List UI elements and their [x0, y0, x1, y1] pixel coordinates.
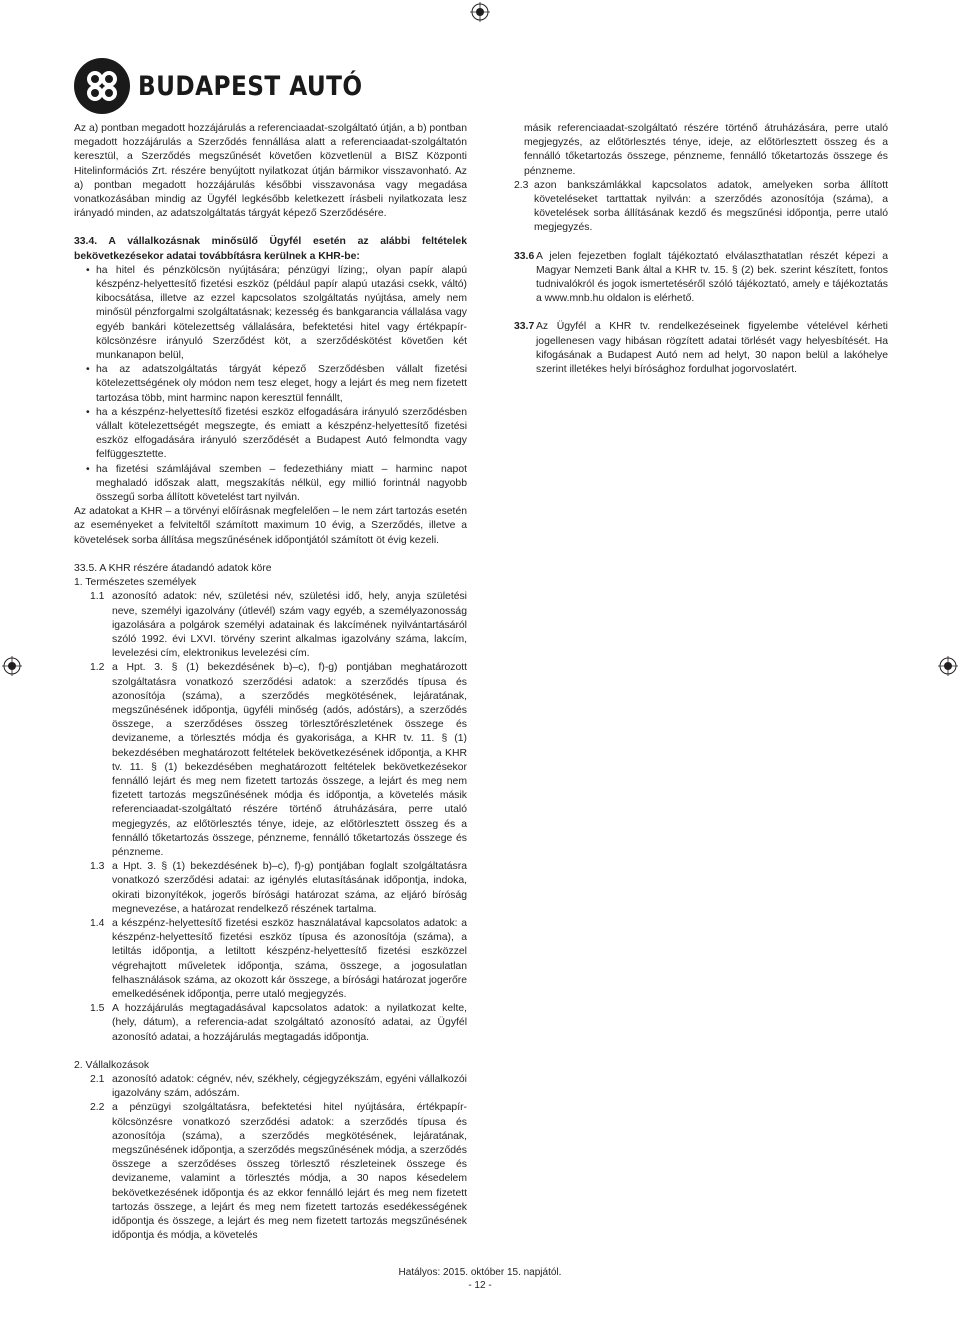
list-item: • ha hitel és pénzkölcsön nyújtására; pénzügyi lízing;, olyan papír alapú készpénz-helyettesítő fizetési eszköz (például papír alapú utazási csekk, váltó) kibocsátása, illetve az ezzel kapcsolatos szolgáltatás nyújtása, amely nem minősül pénzforgalmi szolgáltatásnak; kezesség és bankgarancia vállalása vagy egyéb bankári kötelezettség vállalására, befektetési hitel vagy értékpapír-kölcsönzésre irányuló Szerződést köt, a szerződéskötést követően két munkanapon belül, [74, 264, 467, 363]
brand-logo [74, 58, 399, 114]
section-33-7: 33.7 Az Ügyfél a KHR tv. rendelkezéseinek figyelembe vételével kérheti jogellenesen vagy hibásan rögzített adatai törlését vagy helyesbítését. Ha kifogásának a Budapest Autó nem ad helyt, 30 napon belül a lakóhelye szerint illetékes helyi bírósághoz fordulhat jogorvoslatért. [514, 321, 888, 376]
paragraph: Az a) pontban megadott hozzájárulás a referenciaadat-szolgáltató útján, a b) pontban megadott hozzájárulás a Szerződés fennállása alatt a referenciaadat-szolgáltatón keresztül, a Szerződés megszűnését követően közvetlenül a BISZ Központi Hitelinformációs Zrt. részére benyújtott nyilatkozat útján bármikor visszavonható. Az a) pontban megadott hozzájárulás későbbi visszavonása vagy megadása vonatkozásában mindig az Ügyfél legkésőbb keletkezett írásbeli nyilatkozata lesz irányadó minden, az adatszolgáltatás tárgyát képező Szerződésére. [74, 123, 467, 220]
list-item: 1.2 a Hpt. 3. § (1) bekezdésének b)–c), f)-g) pontjában meghatározott szolgáltatásra vonatkozó szerződési adatok: a szerződés típusa és azonosítója (száma), a szerződés megkötésének, lejáratának, megszűnésének időpontja, ügyféli minőség (adós, adóstárs), a szerződés összege, a szerződéses összeg törlesztőrészletének összege és devizaneme, a törlesztés módja és gyakorisága, a KHR tv. 11. § (1) bekezdésében meghatározott feltételek bekövetkezésének időpontja, a KHR tv. 11. § (1) bekezdésében meghatározott feltételek bekövetkezésekor fennálló lejárt és meg nem fizetett tartozás összege, a lejárt és meg nem fizetett tartozás megszűnésének módja és időpontja, a követelés másik referenciaadat-szolgáltató részére történő átruházására, perre utaló megjegyzés, az előtörlesztés ténye, ideje, az előtörlesztett összeg és a fennálló tőketartozás összege, pénzneme, fennálló tőketartozás összege és pénzneme. [90, 662, 467, 858]
list-item: 2.3 azon bankszámlákkal kapcsolatos adatok, amelyeken sorba állított követeléseket tarttattak nyilván: a szerződés azonosítója (száma), a követelések sorba állításának kezdő és megszűnési időpontja, perre utaló megjegyzés. [514, 179, 888, 234]
page-number: - 12 - [468, 1280, 492, 1291]
effective-date: Hatályos: 2015. október 15. napjától. [398, 1267, 562, 1278]
list-item: 2.1 azonosító adatok: cégnév, név, székhely, cégjegyzékszám, egyéni vállalkozói igazolvány szám, adószám. [90, 1074, 467, 1100]
left-column [74, 122, 467, 1243]
section-33-6: 33.6 A jelen fejezetben foglalt tájékoztató elválaszthatatlan részét képezi a Magyar Nemzeti Bank által a KHR tv. 15. § (2) bek. szerint készített, fontos tudnivalókról és jogok ismertetéséről szóló tájékoztató, amely e tájékoztatás a www.mnb.hu oldalon is elérhető. [514, 250, 888, 305]
budapest-auto-logo-icon [74, 58, 130, 114]
list-item: 1.1 azonosító adatok: név, születési név, születési idő, hely, anyja születési neve, személyi igazolvány (útlevél) szám vagy egyéb, a személyazonosság igazolására a polgárok személyi adatainak és lakcímének nyilvántartásáról szóló 1992. évi LXVI. törvény szerint alkalmas igazolvány száma, lakcím, levelezési cím, elektronikus levelezési cím. [90, 591, 467, 660]
list-item: 1.4 a készpénz-helyettesítő fizetési eszköz használatával kapcsolatos adatok: a készpénz-helyettesítő fizetési eszköz típusa és azonosítója (száma), a letiltás időpontja, a letiltott készpénz-helyettesítő fizetési eszközzel végrehajtott műveletek időpontja, száma, összege, a jogosulatlan felhasználások száma, az okozott kár összege, a bírósági határozat jogerőre emelkedésének időpontja, perre utaló megjegyzés. [90, 917, 467, 1000]
group-heading: 2. Vállalkozások [74, 1059, 150, 1071]
brand-name: BUDAPEST AUTÓ [138, 70, 363, 102]
paragraph: másik referenciaadat-szolgáltató részére történő átruházására, perre utaló megjegyzés, az előtörlesztés ténye, ideje, az előtörlesztett összeg és a fennálló tőketartozás összege, pénzneme, fennálló tőketartozás összege és pénzneme. [524, 123, 888, 177]
registration-mark-icon [2, 656, 22, 676]
right-column [514, 122, 888, 377]
list-item: • ha a készpénz-helyettesítő fizetési eszköz elfogadására irányuló szerződésben vállalt kötelezettségét megszegte, és emiatt a készpénz-helyettesítő fizetési eszköz elfogadására irányuló szerződését a Budapest Autó felmondta vagy felfüggesztette. [74, 406, 467, 463]
registration-mark-icon [470, 2, 490, 22]
list-item: 1.5 A hozzájárulás megtagadásával kapcsolatos adatok: a nyilatkozat kelte, (hely, dátum), a referencia-adat szolgáltató azonosító adatai, az Ügyfél azonosító adatai, a hozzájárulás megtagadás időpontja. [90, 1003, 467, 1043]
list-item: 2.2 a pénzügyi szolgáltatásra, befektetési hitel nyújtására, értékpapír-kölcsönzésre vonatkozó szerződési adatok: a szerződés típusa és azonosítója (száma), a szerződés megkötésének, lejáratának, megszűnésének időpontja, a szerződés megszűnésének módja, a szerződés összege a szerződéses összeg törlesztő részleteinek összege és devizaneme, valamint a törlesztés módja, a 30 napos késedelem bekövetkezésének időpontja és az ekkor fennálló lejárt és meg nem fizetett tartozás összege, a lejárt és meg nem fizetett tartozás esedékességének időpontja és összege, a lejárt és meg nem fizetett tartozás megszűnésének időpontja és módja, a követelés [90, 1102, 467, 1242]
list-item: • ha az adatszolgáltatás tárgyát képező Szerződésben vállalt fizetési kötelezettségének oly módon nem tesz eleget, hogy a lejárt és meg nem fizetett tartozása több, mint harminc napon keresztül fennállt, [74, 363, 467, 406]
section-heading-33-4: 33.4. A vállalkozásnak minősülő Ügyfél esetén az alábbi feltételek bekövetkezésekor adatai továbbításra kerülnek a KHR-be: [74, 236, 467, 262]
list-item: 1.3 a Hpt. 3. § (1) bekezdésének b)–c), f)-g) pontjában foglalt szolgáltatásra vonatkozó szerződési adatai: az igénylés elutasításának időpontja, indoka, okirati bizonyítékok, jogerős bírósági határozat száma, az eljáró bíróság megnevezése, a határozat rendelkező részének tartalma. [90, 861, 467, 915]
list-item: • ha fizetési számlájával szemben – fedezethiány miatt – harminc napot meghaladó időszak alatt, megszakítás nélkül, egy millió forintnál nagyobb összegű sorba állított követelést tart nyilván. [74, 463, 467, 506]
section-heading-33-5: 33.5. A KHR részére átadandó adatok köre [74, 562, 272, 574]
page-footer [372, 1266, 588, 1292]
registration-mark-icon [938, 656, 958, 676]
group-heading: 1. Természetes személyek [74, 577, 197, 589]
paragraph: Az adatokat a KHR – a törvényi előírásnak megfelelően – le nem zárt tartozás esetén az eseményeket a felviteltől számított maximum 10 évig, a Szerződés, illetve a követelések sorba állítása megszűnésének időpontjától számított öt évig kezeli. [74, 506, 467, 546]
